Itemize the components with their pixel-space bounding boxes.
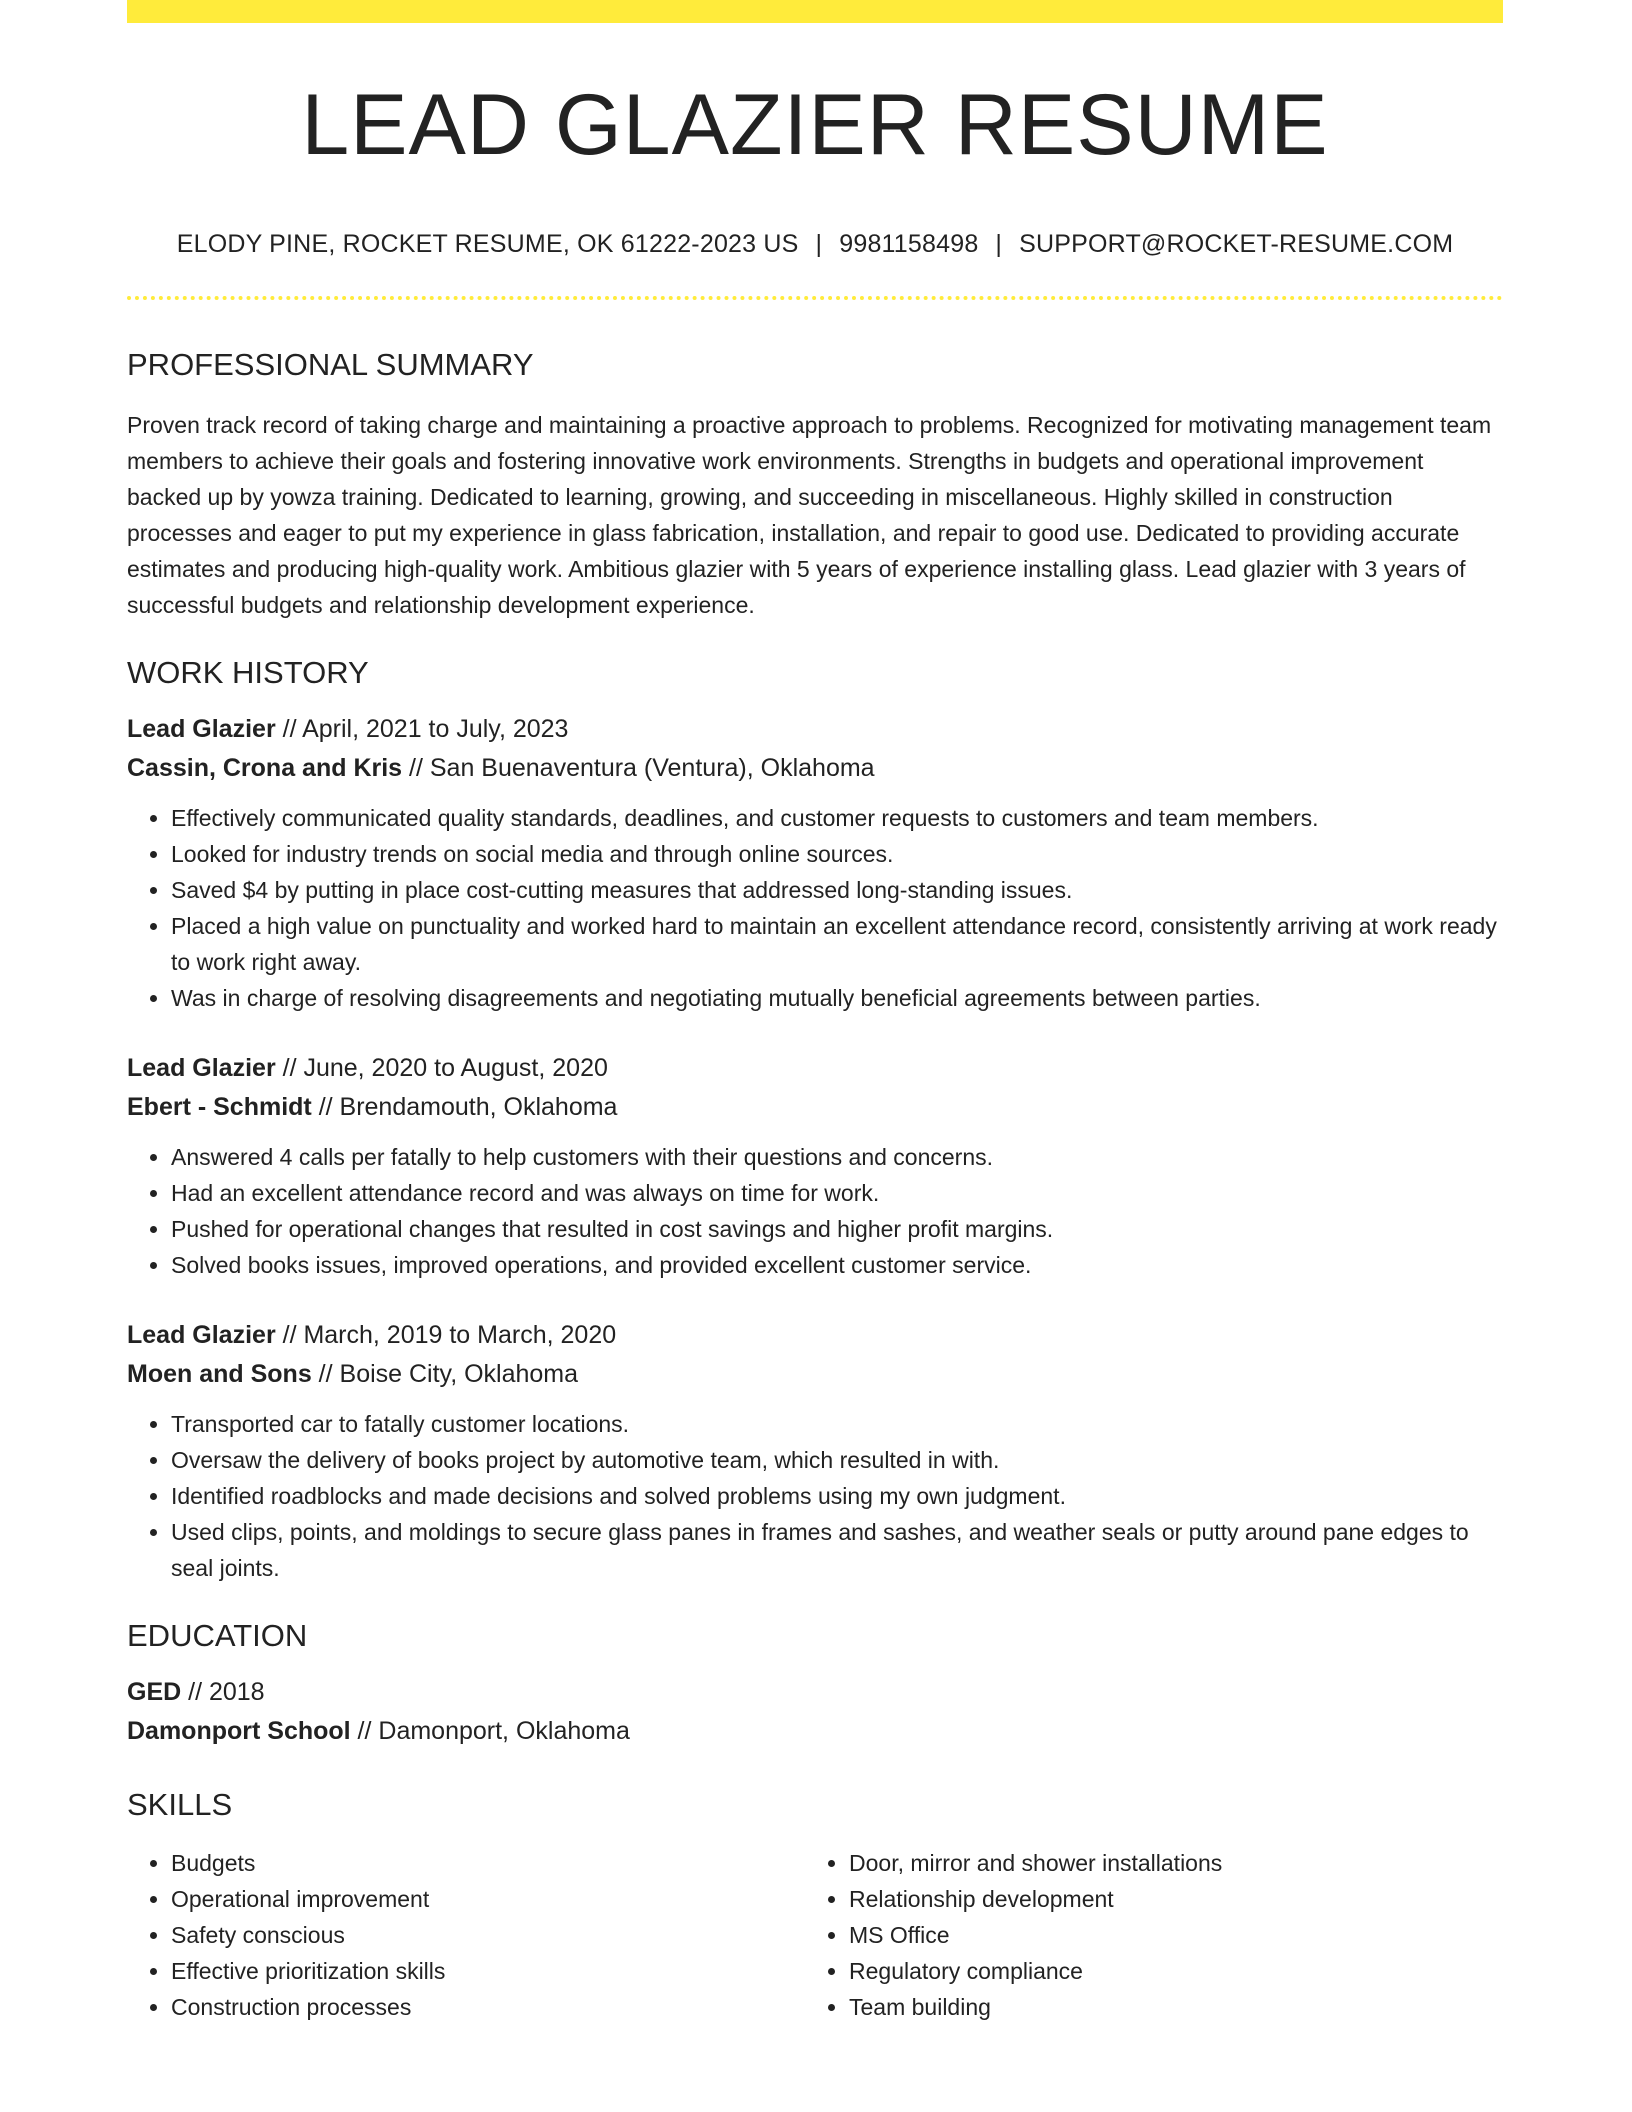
job-company-line [127,1088,1503,1127]
job-bullet: • Transported car to fatally customer locations. [171,1406,1503,1442]
skills-heading: SKILLS [127,1787,233,1822]
education-heading: EDUCATION [127,1618,308,1653]
work-history-heading: WORK HISTORY [127,655,369,690]
job-bullet: • Oversaw the delivery of books project by automotive team, which resulted in with. [171,1442,1503,1478]
job-bullet: • Effectively communicated quality standards, deadlines, and customer requests to customers and team members. [171,800,1503,836]
resume-page [127,0,1503,2025]
skills-column-left [127,1845,805,2025]
job-bullet: • Answered 4 calls per fatally to help customers with their questions and concerns. [171,1139,1503,1175]
education-school-line [127,1712,1503,1751]
contact-email[interactable]: SUPPORT@ROCKET-RESUME.COM [1019,230,1454,258]
skills-list [127,1845,1503,2025]
contact-phone[interactable]: 9981158498 [839,230,979,258]
dotted-divider [127,296,1503,300]
job-bullets [127,1139,1503,1283]
skill-item: • Relationship development [849,1881,1483,1917]
job-title-line [127,1049,1503,1088]
contact-line [127,232,1503,257]
education-year: // 2018 [181,1678,265,1706]
job-dates: // June, 2020 to August, 2020 [275,1054,608,1082]
education-location: // Damonport, Oklahoma [350,1717,630,1745]
job-location: // San Buenaventura (Ventura), Oklahoma [402,754,875,782]
job-bullet: • Used clips, points, and moldings to secure glass panes in frames and sashes, and weather seals or putty around pane edges to seal joints. [171,1514,1503,1586]
job-company: Ebert - Schmidt [127,1093,312,1121]
skills-column-right [805,1845,1483,2025]
job-bullets [127,1406,1503,1586]
skill-item: • Team building [849,1989,1483,2025]
education-school: Damonport School [127,1717,351,1745]
job-company: Moen and Sons [127,1360,312,1388]
contact-address: ELODY PINE, ROCKET RESUME, OK 61222-2023 US [176,230,799,258]
job-bullets [127,800,1503,1016]
skill-item: • Construction processes [171,1989,805,2025]
job-company-line [127,749,1503,788]
accent-bar [127,0,1503,23]
job-bullet: • Was in charge of resolving disagreements and negotiating mutually beneficial agreements between parties. [171,980,1503,1016]
job-bullet: • Looked for industry trends on social media and through online sources. [171,836,1503,872]
job-title: Lead Glazier [127,715,276,743]
job-bullet: • Placed a high value on punctuality and worked hard to maintain an excellent attendance record, consistently arriving at work ready to work right away. [171,908,1503,980]
education-degree: GED [127,1678,182,1706]
job-dates: // April, 2021 to July, 2023 [275,715,569,743]
summary-heading: PROFESSIONAL SUMMARY [127,347,534,382]
job-title: Lead Glazier [127,1321,276,1349]
skill-item: • Effective prioritization skills [171,1953,805,1989]
education-entry [127,1673,1503,1751]
skill-item: • Regulatory compliance [849,1953,1483,1989]
job-title: Lead Glazier [127,1054,276,1082]
contact-separator: | [995,230,1003,258]
job-bullet: • Saved $4 by putting in place cost-cutting measures that addressed long-standing issues. [171,872,1503,908]
job-entry [127,1316,1503,1586]
job-dates: // March, 2019 to March, 2020 [275,1321,617,1349]
contact-separator: | [815,230,823,258]
job-bullet: • Pushed for operational changes that resulted in cost savings and higher profit margins. [171,1211,1503,1247]
skill-item: • Operational improvement [171,1881,805,1917]
job-title-line [127,1316,1503,1355]
job-bullet: • Identified roadblocks and made decisions and solved problems using my own judgment. [171,1478,1503,1514]
skill-item: • Budgets [171,1845,805,1881]
job-entry [127,710,1503,1016]
job-bullet: • Had an excellent attendance record and was always on time for work. [171,1175,1503,1211]
job-entry [127,1049,1503,1283]
job-company-line [127,1355,1503,1394]
resume-title: LEAD GLAZIER RESUME [301,77,1329,173]
job-company: Cassin, Crona and Kris [127,754,403,782]
job-title-line [127,710,1503,749]
job-bullet: • Solved books issues, improved operations, and provided excellent customer service. [171,1247,1503,1283]
job-location: // Brendamouth, Oklahoma [311,1093,618,1121]
summary-text: Proven track record of taking charge and maintaining a proactive approach to problems. Recognized for motivating management team members to achieve their goals and fostering innovative work environments. Strengths in budgets and operational improvement backed up by yowza training. Dedicated to learning, growing, and succeeding in miscellaneous. Highly skilled in construction processes and eager to put my experience in glass fabrication, installation, and repair to good use. Dedicated to providing accurate estimates and producing high-quality work. Ambitious glazier with 5 years of experience installing glass. Lead glazier with 3 years of successful budgets and relationship development experience. [127,412,1492,618]
skill-item: • Safety conscious [171,1917,805,1953]
skill-item: • MS Office [849,1917,1483,1953]
education-degree-line [127,1673,1503,1712]
job-location: // Boise City, Oklahoma [311,1360,579,1388]
skill-item: • Door, mirror and shower installations [849,1845,1483,1881]
